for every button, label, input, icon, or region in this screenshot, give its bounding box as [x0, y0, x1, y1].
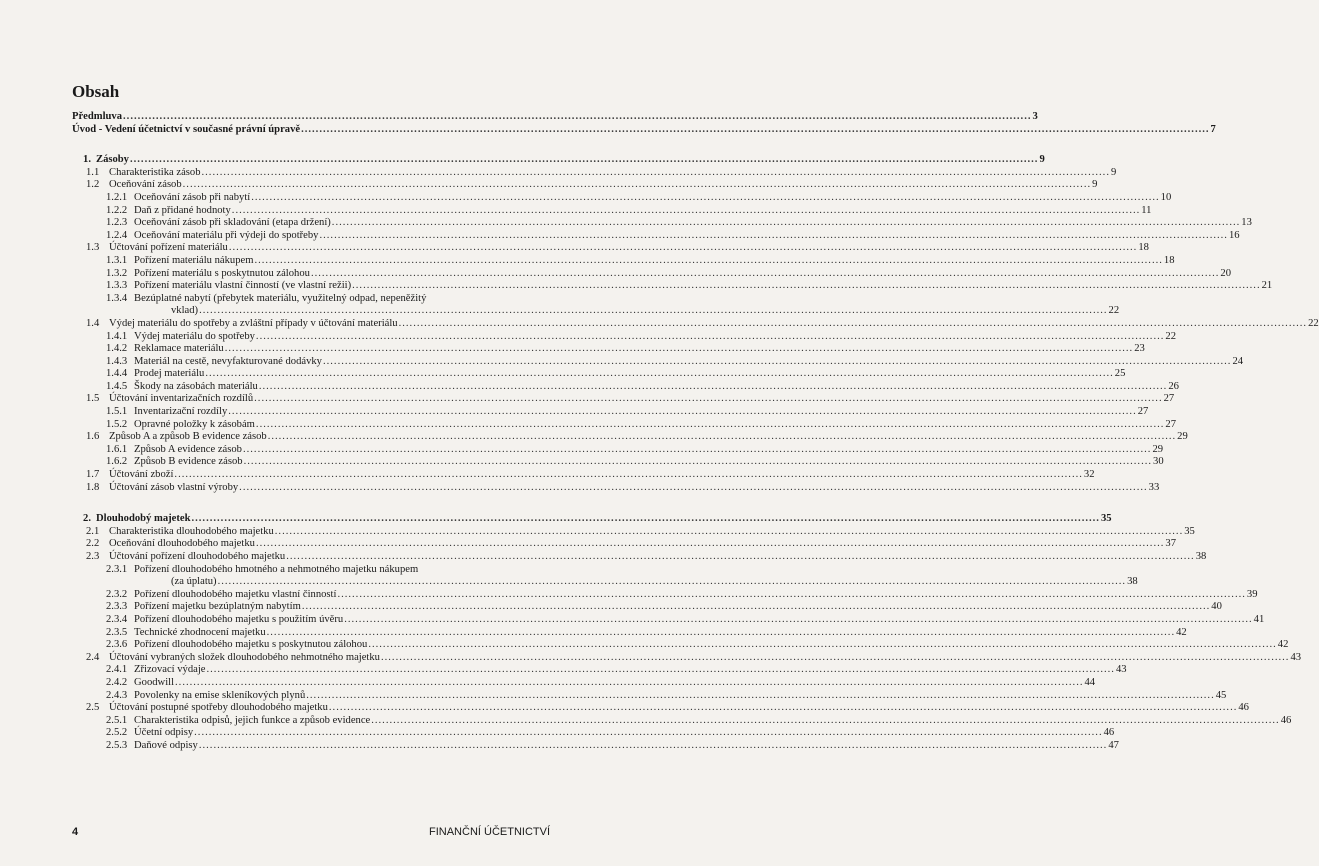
toc-entry-2-1[interactable]: [72, 525, 1195, 539]
toc-entry-page: 23: [1134, 343, 1145, 355]
dot-leader: [275, 526, 1183, 539]
toc-entry-page: 46: [1103, 727, 1115, 739]
toc-entry-page: 45: [1215, 689, 1227, 701]
toc-entry-number: 1.3.3: [106, 280, 128, 292]
toc-entry-title: Zásoby: [96, 154, 129, 166]
toc-entry-1-2[interactable]: [72, 179, 1098, 192]
toc-entry-page: 38: [1127, 576, 1138, 588]
dot-leader: [191, 513, 1099, 526]
toc-entry-title: Daň z přidané hodnoty: [134, 204, 231, 216]
toc-entry-number: 2.: [83, 513, 91, 525]
toc-entry-1-6-2[interactable]: [72, 456, 1164, 469]
toc-entry-number: 1.5.2: [106, 418, 128, 430]
table-of-contents: [72, 111, 1319, 753]
dot-leader: [232, 205, 1140, 218]
toc-entry-title: Způsob B evidence zásob: [134, 456, 243, 468]
dot-leader: [243, 444, 1151, 457]
toc-entry-page: 32: [1083, 469, 1095, 481]
dot-leader: [218, 576, 1126, 589]
toc-entry-1-4-3[interactable]: [72, 355, 1244, 369]
toc-entry-number: 1.4.4: [106, 368, 128, 380]
toc-entry-page: 25: [1114, 368, 1126, 380]
toc-entry-title: Inventarizační rozdíly: [134, 406, 228, 418]
toc-entry-2-3-1[interactable]: [72, 564, 548, 577]
toc-entry-number: 2.3: [86, 551, 100, 562]
toc-entry-page: 30: [1153, 456, 1164, 468]
toc-entry-number: 1.6.2: [106, 456, 128, 468]
toc-entry-1-3-3[interactable]: [72, 280, 1273, 293]
toc-entry-number: 1.1: [86, 166, 100, 178]
toc-entry-1-5-2[interactable]: [72, 418, 1176, 432]
toc-entry-1-2-4[interactable]: [72, 229, 1240, 243]
toc-entry-title: Škody na zásobách materiálu: [134, 380, 258, 392]
toc-entry-number: 2.5: [86, 702, 100, 714]
toc-entry-2-3-5[interactable]: [72, 626, 1187, 640]
toc-entry-2-4-2[interactable]: [72, 676, 1096, 690]
toc-entry-title: Pořízení dlouhodobého majetku s poskytnutou zálohou: [134, 639, 368, 651]
toc-entry-2-5-2[interactable]: [72, 727, 1115, 740]
dot-leader: [256, 419, 1164, 432]
toc-entry-title: Výdej materiálu do spotřeby a zvláštní případy v účtování materiálu: [109, 317, 398, 329]
dot-leader: [332, 217, 1240, 230]
toc-entry-1-5[interactable]: [72, 393, 1175, 406]
toc-entry-page: 29: [1177, 431, 1188, 443]
toc-entry-1-2-3[interactable]: [72, 217, 1252, 230]
toc-entry-2-4-3[interactable]: [72, 689, 1227, 703]
toc-entry-continuation[interactable]: [72, 305, 1120, 318]
toc-entry-number: 1.4.3: [106, 355, 128, 367]
dot-leader: [254, 393, 1162, 406]
toc-entry-page: 33: [1148, 481, 1160, 493]
toc-entry-title: Pořízení dlouhodobého majetku vlastní činností: [134, 588, 337, 600]
toc-entry-page: 20: [1220, 267, 1232, 279]
toc-entry-title: Pořízení materiálu nákupem: [134, 254, 254, 266]
toc-entry-title: Prodej materiálu: [134, 368, 205, 380]
dot-leader: [239, 482, 1147, 495]
toc-entry-page: 13: [1241, 217, 1252, 229]
toc-entry-page: 40: [1211, 601, 1222, 613]
toc-entry-number: 1.4: [86, 317, 100, 329]
toc-entry-title: Pořízení materiálu vlastní činností (ve vlastní režii): [134, 280, 352, 292]
toc-entry-page: 9: [1039, 154, 1045, 166]
dot-leader: [202, 167, 1110, 180]
toc-entry-number: 1.6.1: [106, 443, 128, 455]
dot-leader: [183, 179, 1091, 192]
toc-entry-page: 35: [1100, 513, 1112, 525]
toc-entry-page: 42: [1176, 626, 1187, 638]
dot-leader: [399, 318, 1307, 331]
toc-entry-title: Opravné položky k zásobám: [134, 418, 255, 430]
toc-entry-number: 1.4.5: [106, 380, 128, 392]
dot-leader: [256, 538, 1164, 551]
toc-entry-page: 38: [1195, 551, 1207, 562]
toc-entry-preface[interactable]: [72, 111, 1038, 124]
toc-entry-number: 1.6: [86, 431, 100, 443]
dot-leader: [228, 406, 1136, 419]
toc-entry-page: 22: [1108, 305, 1120, 317]
toc-chapter-1[interactable]: [72, 154, 1045, 167]
toc-entry-title: Povolenky na emise skleníkových plynů: [134, 689, 306, 701]
toc-entry-1-4-5[interactable]: [72, 380, 1179, 394]
toc-entry-title: Oceňování materiálu při výdeji do spotřeby: [134, 229, 319, 241]
dot-leader: [205, 368, 1113, 381]
toc-entry-title: Charakteristika zásob: [109, 166, 201, 178]
dot-leader: [174, 469, 1082, 482]
toc-entry-page: 44: [1084, 676, 1096, 688]
toc-entry-number: 2.1: [86, 525, 100, 537]
toc-entry-title: Charakteristika odpisů, jejich funkce a způsob evidence: [134, 714, 371, 726]
toc-entry-title: Účetní odpisy: [134, 727, 194, 739]
dot-leader: [306, 690, 1214, 703]
toc-entry-page: 37: [1165, 538, 1176, 550]
toc-entry-page: 46: [1280, 714, 1292, 726]
dot-leader: [244, 456, 1152, 469]
toc-entry-number: 2.2: [86, 538, 100, 550]
toc-entry-number: 1.4.1: [106, 330, 128, 342]
toc-entry-1-3-1[interactable]: [72, 254, 1175, 268]
toc-entry-title: Dlouhodobý majetek: [96, 513, 191, 525]
toc-entry-page: 29: [1152, 443, 1164, 455]
toc-entry-title: Charakteristika dlouhodobého majetku: [109, 525, 274, 537]
toc-entry-number: 2.5.2: [106, 727, 128, 739]
toc-entry-number: 1.3: [86, 242, 100, 254]
toc-entry-title: Daňové odpisy: [134, 739, 198, 751]
toc-entry-title: Účtování pořízení materiálu: [109, 242, 228, 254]
toc-entry-1-6[interactable]: [72, 431, 1188, 444]
toc-entry-page: 3: [1032, 111, 1038, 122]
toc-entry-1-3-4[interactable]: [72, 293, 548, 306]
toc-entry-page: 43: [1290, 651, 1302, 663]
dot-leader: [256, 331, 1164, 344]
toc-entry-number: 1.7: [86, 469, 100, 481]
toc-entry-title: Úvod - Vedení účetnictví v současné právní úpravě: [72, 123, 301, 135]
toc-entry-title-continuation: (za úplatu): [171, 576, 217, 588]
toc-entry-2-3-6[interactable]: [72, 639, 1289, 652]
toc-entry-page: 41: [1253, 613, 1265, 625]
toc-entry-number: 2.5.3: [106, 739, 128, 751]
toc-entry-page: 18: [1138, 242, 1149, 254]
toc-entry-title: Zřizovací výdaje: [134, 664, 206, 676]
toc-entry-2-5[interactable]: [72, 702, 1249, 715]
toc-entry-1-2-2[interactable]: [72, 204, 1152, 218]
toc-entry-page: 18: [1163, 254, 1175, 266]
toc-chapter-2[interactable]: [72, 513, 1112, 526]
dot-leader: [194, 727, 1102, 740]
dot-leader: [206, 664, 1114, 677]
toc-entry-title: Materiál na cestě, nevyfakturované dodávky: [134, 355, 322, 367]
toc-entry-2-3-2[interactable]: [72, 588, 1258, 602]
toc-entry-number: 1.2.4: [106, 229, 128, 241]
toc-entry-introduction[interactable]: [72, 123, 1216, 137]
toc-entry-1-4-2[interactable]: [72, 343, 1145, 356]
toc-entry-number: 1.: [83, 154, 91, 166]
toc-chapter-2-items: [72, 525, 1302, 753]
toc-entry-number: 2.3.1: [106, 563, 128, 575]
toc-entry-title: Oceňování dlouhodobého majetku: [109, 538, 255, 550]
toc-entry-1-4[interactable]: [72, 317, 1319, 331]
running-footer-title: FINANČNÍ ÚČETNICTVÍ: [429, 826, 550, 838]
toc-entry-2-5-3[interactable]: [72, 739, 1119, 753]
toc-entry-1-2-1[interactable]: [72, 191, 1172, 205]
toc-entry-number: 1.2: [86, 179, 100, 191]
toc-entry-title: Předmluva: [72, 111, 123, 122]
dot-leader: [254, 255, 1162, 268]
toc-entry-number: 1.8: [86, 481, 100, 493]
toc-entry-1-5-1[interactable]: [72, 406, 1149, 419]
toc-entry-2-3-3[interactable]: [72, 601, 1222, 614]
dot-leader: [229, 242, 1137, 255]
dot-leader: [199, 305, 1107, 318]
dot-leader: [267, 627, 1175, 640]
toc-entry-1-7[interactable]: [72, 469, 1095, 482]
page-number: 4: [72, 826, 79, 838]
dot-leader: [175, 677, 1083, 690]
toc-entry-title: Účtování pořízení dlouhodobého majetku: [109, 551, 286, 562]
toc-entry-page: 42: [1277, 639, 1289, 651]
toc-entry-page: 27: [1165, 418, 1176, 430]
toc-entry-title: Bezúplatné nabytí (přebytek materiálu, využitelný odpad, nepeněžitý: [134, 292, 427, 304]
dot-leader: [199, 740, 1107, 753]
toc-entry-number: 1.3.2: [106, 267, 128, 279]
toc-entry-2-4-1[interactable]: [72, 664, 1127, 677]
toc-entry-title: Pořízení dlouhodobého majetku s použitím úvěru: [134, 613, 344, 625]
toc-entry-title: Účtování zásob vlastní výroby: [109, 481, 239, 493]
toc-entry-page: 26: [1168, 380, 1179, 392]
toc-entry-number: 1.3.4: [106, 292, 128, 304]
dot-leader: [302, 601, 1210, 614]
toc-entry-title: Oceňování zásob při skladování (etapa držení): [134, 217, 331, 229]
dot-leader: [319, 230, 1227, 243]
toc-entry-1-4-4[interactable]: [72, 368, 1126, 381]
toc-entry-number: 1.2.1: [106, 191, 128, 203]
toc-entry-title: Reklamace materiálu: [134, 343, 224, 355]
dot-leader: [301, 124, 1209, 137]
dot-leader: [344, 614, 1252, 627]
dot-leader: [286, 551, 1194, 564]
toc-entry-1-8[interactable]: [72, 481, 1160, 495]
toc-entry-number: 2.5.1: [106, 714, 128, 726]
toc-entry-page: 43: [1115, 664, 1127, 676]
toc-entry-page: 24: [1232, 355, 1244, 367]
toc-entry-number: 2.3.4: [106, 613, 128, 625]
toc-entry-number: 1.4.2: [106, 343, 128, 355]
dot-leader: [311, 268, 1219, 281]
toc-entry-page: 46: [1238, 702, 1249, 714]
toc-entry-page: 39: [1246, 588, 1258, 600]
toc-entry-title: Oceňování zásob: [109, 179, 182, 191]
toc-entry-title: Účtování zboží: [109, 469, 174, 481]
dot-leader: [130, 154, 1038, 167]
toc-entry-1-6-1[interactable]: [72, 443, 1164, 457]
toc-entry-number: 1.5.1: [106, 406, 128, 418]
toc-entry-title: Pořízení materiálu s poskytnutou zálohou: [134, 267, 310, 279]
dot-leader: [259, 381, 1167, 394]
dot-leader: [268, 431, 1176, 444]
dot-leader: [352, 280, 1260, 293]
toc-entry-2-4[interactable]: [72, 651, 1302, 665]
toc-entry-number: 2.4.2: [106, 676, 128, 688]
toc-entry-page: 47: [1108, 739, 1119, 751]
toc-entry-continuation[interactable]: [72, 576, 1138, 589]
toc-entry-title: Výdej materiálu do spotřeby: [134, 330, 255, 342]
toc-entry-title: Oceňování zásob při nabytí: [134, 191, 251, 203]
toc-entry-2-3[interactable]: [72, 551, 1207, 564]
toc-entry-title: Pořízení dlouhodobého hmotného a nehmotného majetku nákupem: [134, 563, 419, 575]
toc-entry-title: Způsob A evidence zásob: [134, 443, 242, 455]
toc-entry-title: Pořízení majetku bezúplatným nabytím: [134, 601, 301, 613]
toc-entry-number: 2.4: [86, 651, 100, 663]
toc-entry-title: Účtování vybraných složek dlouhodobého nehmotného majetku: [109, 651, 380, 663]
toc-entry-1-3-2[interactable]: [72, 267, 1232, 281]
dot-leader: [225, 343, 1133, 356]
toc-entry-page: 16: [1228, 229, 1240, 241]
toc-chapter-1-items: [72, 166, 1319, 494]
dot-leader: [323, 356, 1231, 369]
toc-entry-number: 2.4.3: [106, 689, 128, 701]
toc-entry-number: 1.5: [86, 393, 100, 405]
dot-leader: [251, 192, 1159, 205]
dot-leader: [381, 652, 1289, 665]
dot-leader: [337, 589, 1245, 602]
toc-entry-2-5-1[interactable]: [72, 714, 1292, 728]
toc-entry-title: Technické zhodnocení majetku: [134, 626, 266, 638]
toc-entry-number: 1.2.2: [106, 204, 128, 216]
toc-entry-title: Goodwill: [134, 676, 175, 688]
toc-entry-number: 2.3.3: [106, 601, 128, 613]
dot-leader: [123, 111, 1031, 124]
toc-entry-page: 9: [1110, 166, 1117, 178]
toc-entry-page: 7: [1210, 123, 1216, 135]
page-title: Obsah: [72, 82, 120, 101]
toc-entry-page: 10: [1160, 191, 1172, 203]
toc-entry-page: 22: [1308, 317, 1319, 329]
toc-entry-number: 2.3.5: [106, 626, 128, 638]
toc-entry-1-4-1[interactable]: [72, 330, 1176, 344]
toc-entry-title: Účtování postupné spotřeby dlouhodobého majetku: [109, 702, 328, 714]
toc-entry-page: 27: [1163, 393, 1175, 405]
dot-leader: [371, 715, 1279, 728]
toc-entry-title: Způsob A a způsob B evidence zásob: [109, 431, 267, 443]
toc-entry-page: 35: [1184, 525, 1195, 537]
toc-entry-number: 2.3.6: [106, 639, 128, 651]
dot-leader: [368, 639, 1276, 652]
toc-entry-title: Účtování inventarizačních rozdílů: [109, 393, 254, 405]
toc-entry-number: 1.3.1: [106, 254, 128, 266]
toc-entry-2-3-4[interactable]: [72, 613, 1265, 627]
toc-entry-number: 2.3.2: [106, 588, 128, 600]
toc-entry-page: 22: [1165, 330, 1176, 342]
toc-entry-1-3[interactable]: [72, 242, 1149, 255]
toc-entry-number: 1.2.3: [106, 217, 128, 229]
toc-entry-page: 27: [1137, 406, 1149, 418]
toc-entry-title-continuation: vklad): [171, 305, 199, 317]
toc-entry-2-2[interactable]: [72, 538, 1176, 551]
toc-entry-page: 11: [1141, 204, 1152, 216]
toc-entry-page: 21: [1261, 280, 1273, 292]
toc-entry-page: 9: [1092, 179, 1098, 191]
toc-entry-1-1[interactable]: [72, 166, 1117, 180]
dot-leader: [329, 702, 1237, 715]
toc-entry-number: 2.4.1: [106, 664, 128, 676]
